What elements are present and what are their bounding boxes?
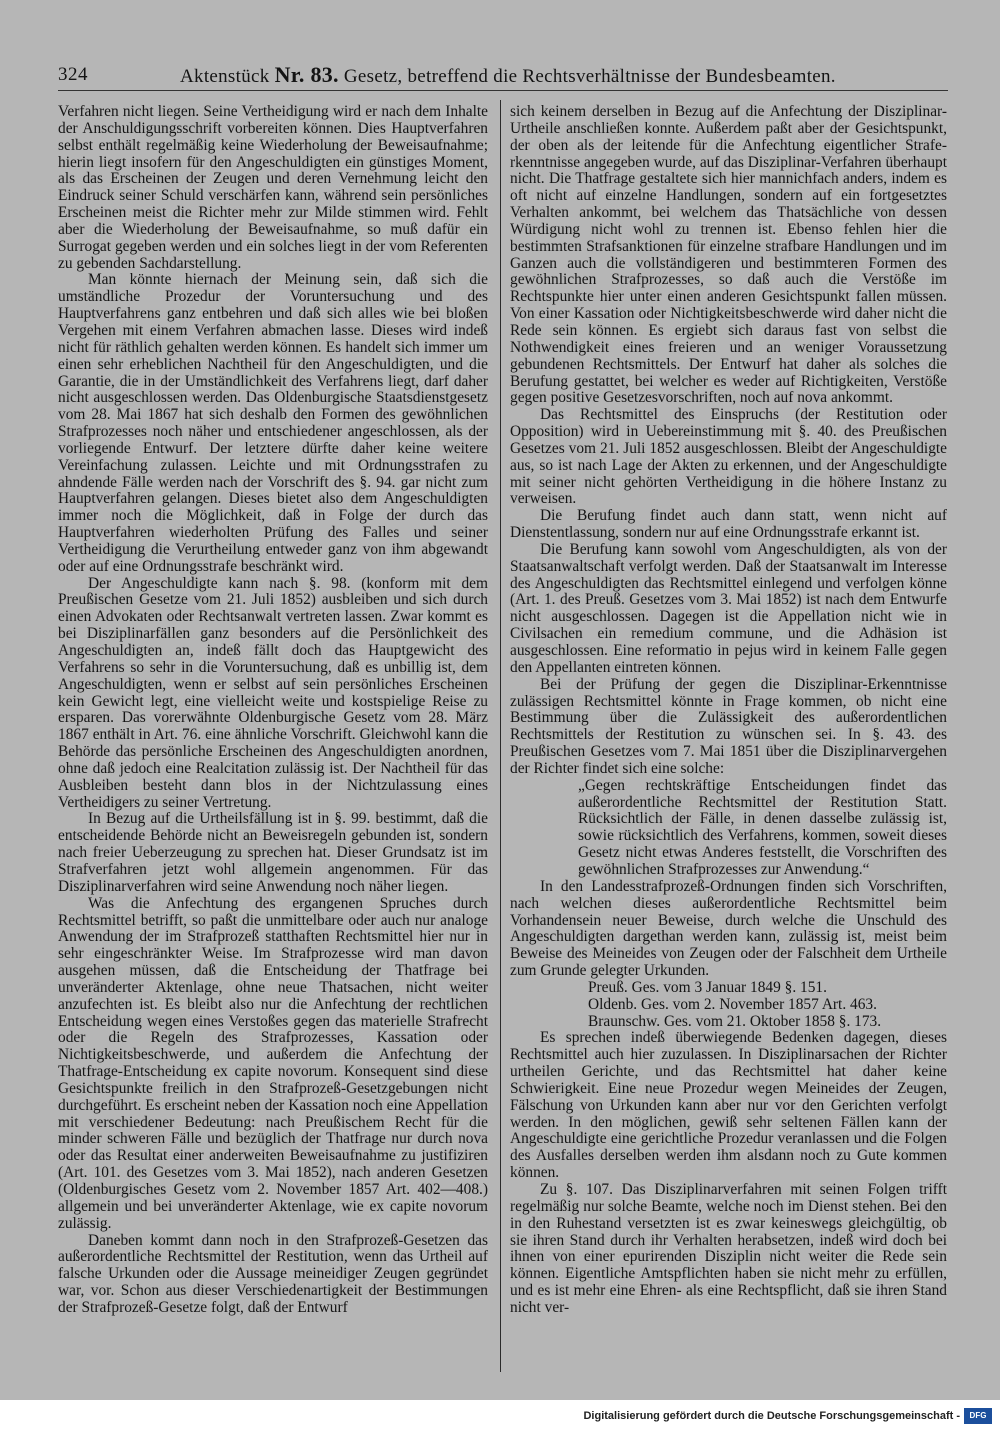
column-divider (500, 100, 501, 1372)
left-column (58, 104, 488, 1372)
paragraph: Das Rechtsmittel des Einspruchs (der Restitution oder Opposition) wird in Uebereinstimmung mit §. 40. des Preußischen Gesetzes vom 21. Juli 1852 ausgeschlossen. Bleibt der Angeschuldigte aus, so ist nach Lage der Akten zu erkennen, und der Angeschuldigte mit seiner nicht gehörten Vertheidigung in die höhere Instanz zu verweisen. (510, 406, 947, 508)
paragraph: sich keinem derselben in Bezug auf die Anfechtung der Disziplinar-Urtheile anschließen konnte. Außerdem paßt aber der Gesichtspunkt, der oben als der leitende für die Anfechtung eigentlicher Straferkenntnisse angegeben wurde, auf das Disziplinar-Verfahren überhaupt nicht. Die Thatfrage gestaltete sich hier mannichfach anders, indem es oft nicht auf einzelne Handlungen, sondern auf ein fortgesetztes Verhalten ankommt, bei welchem das Thatsächliche von dessen Würdigung nicht wohl zu trennen ist. Ebenso fehlen hier die bestimmten Strafsanktionen für einzelne strafbare Handlungen und im Ganzen auch die vollständigeren und bestimmteren Formen des gewöhnlichen Strafprozesses, so daß auch die Verstöße im Rechtspunkte hier unter einen anderen Gesichtspunkt fallen müssen. Von einer Kassation oder Nichtigkeitsbeschwerde wird daher nicht die Rede sein können. Es ergiebt sich daraus fast von selbst die Nothwendigkeit eines freieren und an weniger Voraussetzung gebundenen Rechtsmittels. Der Entwurf hat daher als solches die Berufung gestattet, bei welcher es weder auf Richtigkeiten, Verstöße gegen positive Gesetzesvorschriften, noch auf nova ankommt. (510, 104, 947, 407)
paragraph: „Gegen rechtskräftige Entscheidungen findet das außerordentliche Rechtsmittel der Restitution Statt. Rücksichtlich der Fälle, in denen dasselbe zulässig ist, sowie rücksichtlich des Verfahrens, kommen, soweit dieses Gesetz nicht etwas Anderes feststellt, die Vorschriften des gewöhnlichen Strafprozesses zur Anwendung.“ (578, 776, 947, 878)
paragraph: In den Landesstrafprozeß-Ordnungen finden sich Vorschriften, nach welchen dieses außerordentliche Rechtsmittel beim Vorhandensein neuer Beweise, durch welche die Unschuld des Angeschuldigten dargethan werden kann, zulässig ist, meist beim Beweise des Meineides von Zeugen oder der Falschheit dem Urtheile zum Grunde gelegter Urkunden. (510, 877, 947, 980)
title-number: Nr. 83. (274, 62, 339, 87)
running-title (180, 60, 948, 92)
paragraph: Oldenb. Ges. vom 2. November 1857 Art. 463. (588, 995, 877, 1013)
paragraph: Was die Anfechtung des ergangenen Spruches durch Rechtsmittel betrifft, so paßt die unmittelbare oder auch nur analoge Anwendung der im Strafprozeß statthaften Rechtsmittel hier nur in sehr eingeschränkter Weise. Im Strafprozesse wird man davon ausgehen müssen, daß die Entscheidung der Thatfrage bei unveränderter Aktenlage, ohne neue Thatsachen, nicht weiter anzufechten ist. Es bleibt also nur die Anfechtung der rechtlichen Entscheidung wegen eines Verstoßes gegen das materielle Strafrecht oder die Regeln des Strafprozesses, Kassation oder Nichtigkeitsbeschwerde, und außerdem die Anfechtung der Thatfrage-Entscheidung ex capite novorum. Konsequent sind diese Gesichtspunkte freilich in den Strafprozeß-Gesetzgebungen nicht durchgeführt. Es erscheint neben der Kassation noch eine Appellation mit verschiedener Bedeutung: nach Preußischem Recht für die minder schweren Fälle und bezüglich der Thatfrage nur durch nova oder das Resultat einer anderweiten Beweisaufnahme zu justifiziren (Art. 101. des Gesetzes vom 3. Mai 1852), nach anderen Gesetzen (Oldenburgisches Gesetz vom 2. November 1857 Art. 402—408.) allgemein und bei unveränderter Aktenlage, wie ex capite novorum zulässig. (58, 894, 488, 1232)
title-rest: Gesetz, betreffend die Rechtsverhältnisse der Bundesbeamten. (343, 66, 836, 87)
title-prefix: Aktenstück (180, 66, 270, 87)
paragraph: Bei der Prüfung der gegen die Disziplinar-Erkenntnisse zulässigen Rechtsmittel könnte in Frage kommen, ob nicht eine Bestimmung über die Zulässigkeit des außerordentlichen Rechtsmittels der Restitution zu wünschen sei. In §. 43. des Preußischen Gesetzes vom 7. Mai 1851 über die Disziplinarvergehen der Richter findet sich eine solche: (510, 675, 947, 777)
paragraph: Die Berufung kann sowohl vom Angeschuldigten, als von der Staatsanwaltschaft verfolgt werden. Daß der Staatsanwalt im Interesse des Angeschuldigten das Rechtsmittel einlegend und verfolgen könne (Art. 1. des Preuß. Gesetzes vom 3. Mai 1852) ist nach dem Entwurfe nicht ausgeschlossen. Dagegen ist die Appellation nicht wie in Civilsachen ein remedium commune, und die Adhäsion ist ausgeschlossen. Eine reformatio in pejus wird in keinem Falle gegen den Appellanten eintreten können. (510, 540, 947, 676)
paragraph: Braunschw. Ges. vom 21. Oktober 1858 §. 173. (588, 1012, 882, 1030)
paragraph: Verfahren nicht liegen. Seine Vertheidigung wird er nach dem Inhalte der Anschuldigungsschrift vorbereiten können. Dies Hauptverfahren selbst enthält regelmäßig keine Wiederholung der Beweisaufnahme; hierin liegt insofern für den Angeschuldigten ein günstiges Moment, als das Erscheinen der Zeugen und deren Vernehmung leicht den Eindruck seiner Schuld verschärfen kann, während sein persönliches Erscheinen meist die Richter mehr zur Milde stimmen wird. Fehlt aber die Wiederholung der Beweisaufnahme, so muß dafür ein Surrogat gegeben werden und ein solches liegt in der vom Referenten zu gebenden Sachdarstellung. (58, 104, 488, 272)
paragraph: Es sprechen indeß überwiegende Bedenken dagegen, dieses Rechtsmittel auch hier zuzulassen. In Disziplinarsachen der Richter urtheilen Gerichte, und das Rechtsmittel hat daher keine Schwierigkeit. Eine neue Prozedur wegen Meineides der Zeugen, Fälschung von Urkunden kann aber nur vor den Gerichten verfolgt werden. In den möglichen, gewiß sehr seltenen Fällen kann der Angeschuldigte eine gerichtliche Prozedur veranlassen und die Folgen des Ausfalles derselben werden ihm alsdann noch zu Gute kommen können. (510, 1029, 947, 1182)
paragraph: Der Angeschuldigte kann nach §. 98. (konform mit dem Preußischen Gesetze vom 21. Juli 1852) ausbleiben und sich durch einen Advokaten oder Rechtsanwalt vertreten lassen. Zwar kommt es bei Disziplinarfällen ganz besonders auf die Persönlichkeit des Angeschuldigten an, indeß fällt doch das Hauptgewicht des Verfahrens so sehr in die Voruntersuchung, daß es unbillig ist, dem Angeschuldigten, wenn er selbst auf sein persönliches Erscheinen kein Gewicht legt, eine vielleicht weite und kostspielige Reise zu ersparen. Das vorerwähnte Oldenburgische Gesetz vom 28. März 1867 enthält in Art. 76. eine ähnliche Vorschrift. Gleichwohl kann die Behörde das persönliche Erscheinen des Angeschuldigten anordnen, ohne daß jedoch eine Realcitation zulässig ist. Der Nachtheil für das Ausbleiben besteht dann blos in der Nichtzulassung eines Vertheidigers zu seiner Vertretung. (58, 574, 488, 811)
paragraph: Preuß. Ges. vom 3 Januar 1849 §. 151. (588, 978, 827, 996)
paragraph: Daneben kommt dann noch in den Strafprozeß-Gesetzen das außerordentliche Rechtsmittel der Restitution, wenn das Urtheil auf falsche Urkunden oder die Aussage meineidiger Zeugen gegründet war, vor. Schon aus dieser Verschiedenartigkeit der Bestimmungen der Strafprozeß-Gesetze folgt, daß der Entwurf (58, 1231, 488, 1316)
page-number: 324 (58, 64, 88, 85)
paragraph: In Bezug auf die Urtheilsfällung ist in §. 99. bestimmt, daß die entscheidende Behörde nicht an Beweisregeln gebunden ist, sondern nach freier Ueberzeugung zu sprechen hat. Dieser Grundsatz ist im Strafverfahren jetzt wohl allgemein angenommen. Für das Disziplinarverfahren wird seine Anwendung noch näher liegen. (58, 810, 488, 895)
paragraph: Die Berufung findet auch dann statt, wenn nicht auf Dienstentlassung, sondern nur auf eine Ordnungsstrafe erkannt ist. (510, 507, 947, 542)
page-header (58, 60, 948, 91)
paragraph: Zu §. 107. Das Disziplinarverfahren mit seinen Folgen trifft regelmäßig nur solche Beamte, welche noch im Dienst stehen. Bei den in den Ruhestand versetzten ist es zwar keineswegs gleichgültig, ob sie ihren Stand durch ihr Verhalten herabsetzen, indeß wird doch bei ihnen von einer epurirenden Disziplin nicht weiter die Rede sein können. Eigentliche Amtspflichten haben sie nicht mehr zu erfüllen, und es ist mehr eine Ehren- als eine Rechtspflicht, daß sie ihren Stand nicht ver- (510, 1181, 947, 1316)
dfg-logo: DFG (964, 1408, 992, 1424)
footer-bar (0, 1400, 1000, 1432)
right-column (510, 104, 947, 1372)
funding-note: Digitalisierung gefördert durch die Deutsche Forschungsgemeinschaft - (583, 1410, 960, 1422)
paragraph: Man könnte hiernach der Meinung sein, daß sich die umständliche Prozedur der Voruntersuchung und des Hauptverfahrens ganz entbehren und daß sich alles wie bei bloßen Vergehen mit einem Verfahren abmachen lasse. Dieses wird indeß nicht für räthlich gehalten werden können. Es handelt sich immer um einen sehr erheblichen Nachtheil für den Angeschuldigten, und die Garantie, die in der Umständlichkeit des Verfahrens liegt, darf daher nicht ausgeschlossen werden. Das Oldenburgische Staatsdienstgesetz vom 28. Mai 1867 hat sich deshalb den Formen des gewöhnlichen Strafprozesses noch näher und entschiedener angeschlossen, als der vorliegende Entwurf. Der letztere dürfte daher keine weitere Vereinfachung zulassen. Leichte und mit Ordnungsstrafen zu ahndende Fälle werden nach der Vorschrift des §. 94. gar nicht zum Hauptverfahren gelangen. Dieses bietet also dem Angeschuldigten immer noch die Möglichkeit, daß in Folge der durch das Hauptverfahren wiederholten Prüfung des Falles und seiner Vertheidigung die Verurtheilung entweder ganz von ihm abgewandt oder auf eine Ordnungsstrafe beschränkt wird. (58, 271, 488, 575)
